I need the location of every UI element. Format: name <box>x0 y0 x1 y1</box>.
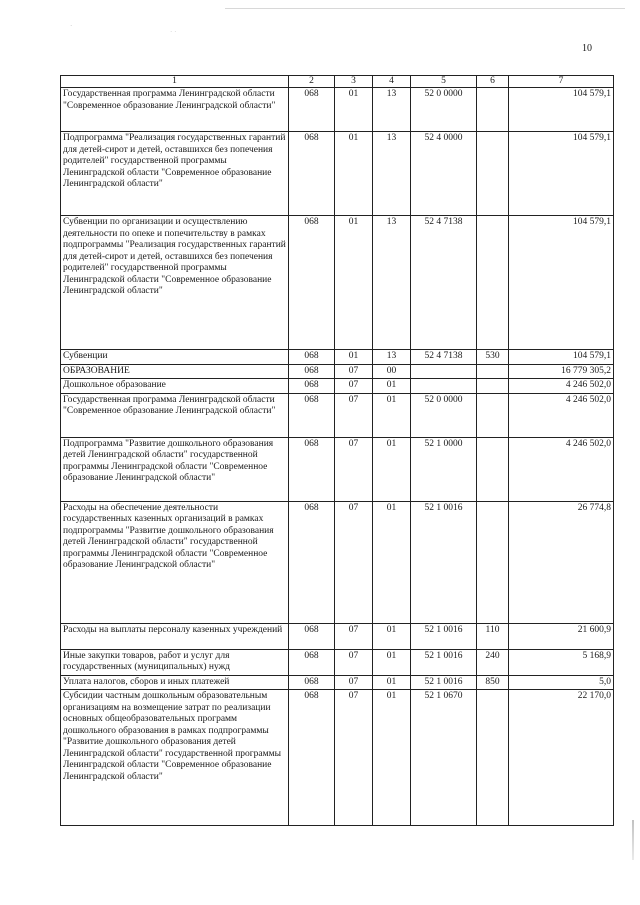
row-target: 52 4 7138 <box>411 350 477 365</box>
row-section: 07 <box>335 437 373 501</box>
row-code: 068 <box>289 690 335 826</box>
row-subsection: 00 <box>373 364 411 379</box>
table-row <box>61 501 614 623</box>
row-subsection: 13 <box>373 216 411 350</box>
row-amount: 21 600,9 <box>509 623 614 649</box>
table-row <box>61 216 614 350</box>
row-type <box>477 379 509 394</box>
row-target: 52 4 7138 <box>411 216 477 350</box>
row-amount: 104 579,1 <box>509 132 614 216</box>
scan-artifact-line <box>225 8 625 9</box>
row-target: 52 4 0000 <box>411 132 477 216</box>
row-code: 068 <box>289 393 335 437</box>
row-subsection: 13 <box>373 88 411 132</box>
row-subsection: 01 <box>373 623 411 649</box>
row-subsection: 01 <box>373 675 411 690</box>
row-type <box>477 690 509 826</box>
row-section: 07 <box>335 393 373 437</box>
page-number: 10 <box>582 43 592 54</box>
row-subsection: 01 <box>373 379 411 394</box>
row-amount: 5,0 <box>509 675 614 690</box>
row-target <box>411 364 477 379</box>
row-section: 07 <box>335 675 373 690</box>
row-section: 07 <box>335 379 373 394</box>
row-code: 068 <box>289 379 335 394</box>
row-type: 530 <box>477 350 509 365</box>
scan-artifact-speck: · · <box>170 28 177 36</box>
table-row <box>61 132 614 216</box>
table-row <box>61 364 614 379</box>
table-header-row <box>61 76 614 88</box>
row-code: 068 <box>289 501 335 623</box>
row-subsection: 01 <box>373 690 411 826</box>
row-amount: 26 774,8 <box>509 501 614 623</box>
row-section: 07 <box>335 690 373 826</box>
column-header: 2 <box>289 76 335 88</box>
table-row <box>61 690 614 826</box>
row-target: 52 1 0016 <box>411 675 477 690</box>
row-code: 068 <box>289 132 335 216</box>
table-body <box>61 88 614 826</box>
row-amount: 104 579,1 <box>509 350 614 365</box>
row-code: 068 <box>289 364 335 379</box>
row-name: Подпрограмма "Развитие дошкольного образования детей Ленинградской области" государственной программы Ленинградской области "Современное образование Ленинградской области" <box>61 437 289 501</box>
row-subsection: 13 <box>373 132 411 216</box>
row-name: Государственная программа Ленинградской области "Современное образование Ленинградской области" <box>61 393 289 437</box>
row-code: 068 <box>289 675 335 690</box>
row-subsection: 01 <box>373 393 411 437</box>
row-type <box>477 437 509 501</box>
table-row <box>61 623 614 649</box>
row-amount: 16 779 305,2 <box>509 364 614 379</box>
row-subsection: 01 <box>373 437 411 501</box>
row-name: Расходы на выплаты персоналу казенных учреждений <box>61 623 289 649</box>
row-code: 068 <box>289 350 335 365</box>
table-row <box>61 437 614 501</box>
row-code: 068 <box>289 649 335 675</box>
table-row <box>61 393 614 437</box>
row-code: 068 <box>289 623 335 649</box>
row-target <box>411 379 477 394</box>
row-name: Иные закупки товаров, работ и услуг для государственных (муниципальных) нужд <box>61 649 289 675</box>
row-type <box>477 393 509 437</box>
row-subsection: 01 <box>373 501 411 623</box>
row-section: 07 <box>335 364 373 379</box>
row-code: 068 <box>289 437 335 501</box>
row-type <box>477 88 509 132</box>
row-name: ОБРАЗОВАНИЕ <box>61 364 289 379</box>
scan-artifact-edge <box>632 820 634 860</box>
row-amount: 5 168,9 <box>509 649 614 675</box>
row-section: 01 <box>335 132 373 216</box>
row-amount: 22 170,0 <box>509 690 614 826</box>
row-type: 110 <box>477 623 509 649</box>
scan-artifact-speck: · <box>70 22 73 30</box>
row-amount: 104 579,1 <box>509 216 614 350</box>
column-header: 1 <box>61 76 289 88</box>
table-row <box>61 649 614 675</box>
row-section: 01 <box>335 350 373 365</box>
row-name: Дошкольное образование <box>61 379 289 394</box>
table-row <box>61 88 614 132</box>
column-header: 6 <box>477 76 509 88</box>
row-target: 52 1 0016 <box>411 501 477 623</box>
row-code: 068 <box>289 88 335 132</box>
row-target: 52 0 0000 <box>411 393 477 437</box>
column-header: 7 <box>509 76 614 88</box>
row-type <box>477 364 509 379</box>
row-name: Подпрограмма "Реализация государственных гарантий для детей-сирот и детей, оставшихся без попечения родителей" государственной программы Ленинградской области "Современное образование Ленинградской области" <box>61 132 289 216</box>
row-section: 01 <box>335 216 373 350</box>
row-type <box>477 501 509 623</box>
row-target: 52 0 0000 <box>411 88 477 132</box>
row-section: 07 <box>335 623 373 649</box>
row-type <box>477 132 509 216</box>
row-target: 52 1 0670 <box>411 690 477 826</box>
row-name: Субвенции по организации и осуществлению деятельности по опеке и попечительству в рамках подпрограммы "Реализация государственных гарантий для детей-сирот и детей, оставшихся без попечения родителей" государственной программы Ленинградской области "Современное образование Ленинградской области" <box>61 216 289 350</box>
row-target: 52 1 0016 <box>411 649 477 675</box>
table-row <box>61 379 614 394</box>
row-section: 07 <box>335 649 373 675</box>
row-target: 52 1 0016 <box>411 623 477 649</box>
column-header: 4 <box>373 76 411 88</box>
budget-table <box>60 75 614 826</box>
row-name: Государственная программа Ленинградской области "Современное образование Ленинградской области" <box>61 88 289 132</box>
row-type: 850 <box>477 675 509 690</box>
row-section: 01 <box>335 88 373 132</box>
row-amount: 4 246 502,0 <box>509 379 614 394</box>
column-header: 3 <box>335 76 373 88</box>
row-amount: 4 246 502,0 <box>509 437 614 501</box>
row-name: Расходы на обеспечение деятельности государственных казенных организаций в рамках подпрограммы "Развитие дошкольного образования детей Ленинградской области" государственной программы Ленинградской области "Современное образование Ленинградской области" <box>61 501 289 623</box>
row-target: 52 1 0000 <box>411 437 477 501</box>
row-amount: 104 579,1 <box>509 88 614 132</box>
row-section: 07 <box>335 501 373 623</box>
row-name: Субвенции <box>61 350 289 365</box>
row-name: Субсидии частным дошкольным образовательным организациям на возмещение затрат по реализации основных общеобразовательных программ дошкольного образования в рамках подпрограммы "Развитие дошкольного образования детей Ленинградской области" государственной программы Ленинградской области "Современное образование Ленинградской области" <box>61 690 289 826</box>
row-type <box>477 216 509 350</box>
table-row <box>61 350 614 365</box>
row-type: 240 <box>477 649 509 675</box>
column-header: 5 <box>411 76 477 88</box>
row-amount: 4 246 502,0 <box>509 393 614 437</box>
row-name: Уплата налогов, сборов и иных платежей <box>61 675 289 690</box>
table-row <box>61 675 614 690</box>
row-subsection: 01 <box>373 649 411 675</box>
row-subsection: 13 <box>373 350 411 365</box>
row-code: 068 <box>289 216 335 350</box>
